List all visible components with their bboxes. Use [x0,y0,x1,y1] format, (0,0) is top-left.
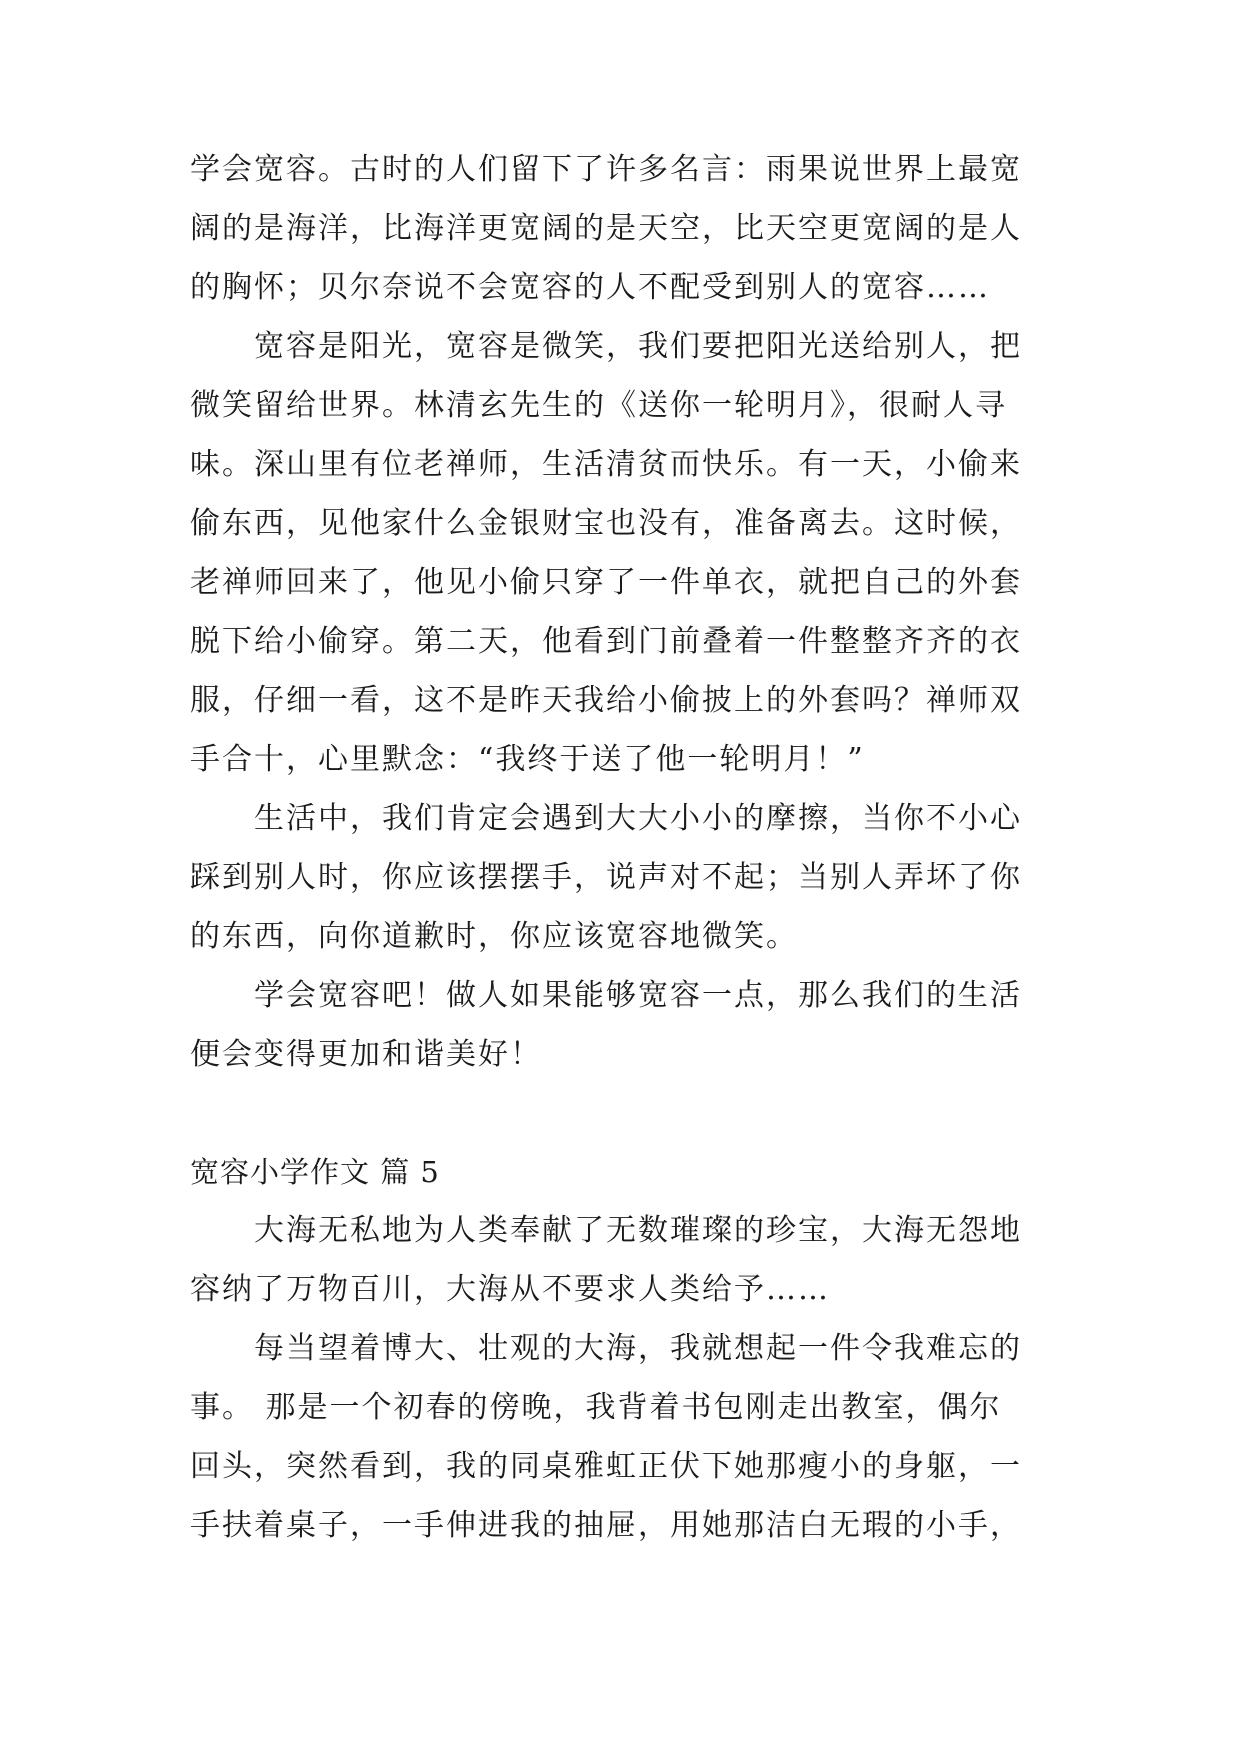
text-line: 的东西，向你道歉时，你应该宽容地微笑。 [190,919,798,954]
text-line: 学会宽容。古时的人们留下了许多名言：雨果说世界上最宽 [190,152,1022,187]
text-line: 回头，突然看到，我的同桌雅虹正伏下她那瘦小的身躯，一 [190,1449,1022,1484]
text-line: 微笑留给世界。林清玄先生的《送你一轮明月》，很耐人寻 [190,388,1007,423]
paragraph-first-line: 每当望着博大、壮观的大海，我就想起一件令我难忘的 [254,1331,1022,1366]
text-line: 的胸怀；贝尔奈说不会宽容的人不配受到别人的宽容…… [190,270,990,305]
text-line: 容纳了万物百川，大海从不要求人类给予…… [190,1272,830,1307]
text-line: 手扶着桌子，一手伸进我的抽屉，用她那洁白无瑕的小手， [190,1508,1022,1543]
text-line: 服，仔细一看，这不是昨天我给小偷披上的外套吗？禅师双 [190,683,1022,718]
paragraph-first-line: 学会宽容吧！做人如果能够宽容一点，那么我们的生活 [254,978,1022,1013]
text-line: 偷东西，见他家什么金银财宝也没有，准备离去。这时候， [190,506,1022,541]
text-line: 味。深山里有位老禅师，生活清贫而快乐。有一天，小偷来 [190,447,1022,482]
text-line: 脱下给小偷穿。第二天，他看到门前叠着一件整整齐齐的衣 [190,624,1022,659]
text-line: 手合十，心里默念：“我终于送了他一轮明月！” [190,742,865,777]
text-line: 老禅师回来了，他见小偷只穿了一件单衣，就把自己的外套 [190,565,1022,600]
paragraph-first-line: 宽容是阳光，宽容是微笑，我们要把阳光送给别人，把 [254,329,1022,364]
text-line: 踩到别人时，你应该摆摆手，说声对不起；当别人弄坏了你 [190,860,1022,895]
paragraph-first-line: 生活中，我们肯定会遇到大大小小的摩擦，当你不小心 [254,801,1022,836]
text-line: 事。 那是一个初春的傍晚，我背着书包刚走出教室，偶尔 [190,1390,1002,1425]
text-line: 便会变得更加和谐美好！ [190,1037,542,1072]
paragraph-first-line: 大海无私地为人类奉献了无数璀璨的珍宝，大海无怨地 [254,1213,1022,1248]
section-heading: 宽容小学作文 篇 5 [190,1155,440,1189]
text-line: 阔的是海洋，比海洋更宽阔的是天空，比天空更宽阔的是人 [190,211,1022,246]
